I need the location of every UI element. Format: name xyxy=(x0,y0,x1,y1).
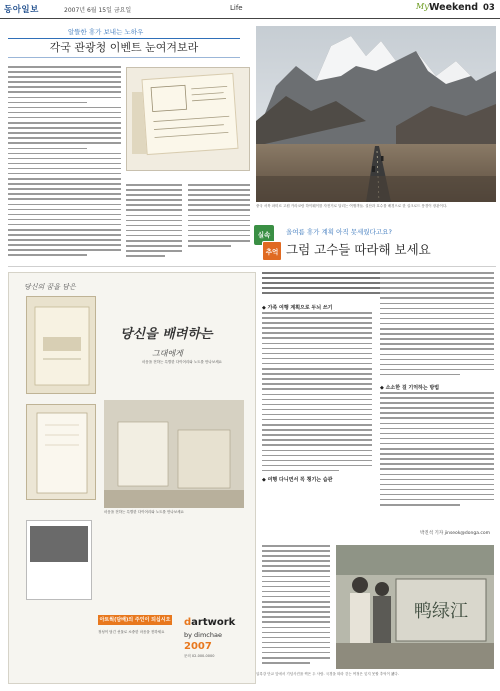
section-name: Life xyxy=(230,4,243,12)
badge-practical: 실속 xyxy=(254,225,274,245)
card-sketch-icon xyxy=(143,74,240,156)
brand-my: My xyxy=(416,2,429,11)
article-body-col-2 xyxy=(126,184,182,262)
byline[interactable]: 박진석 기자 jinseok@donga.com xyxy=(420,531,491,536)
mountain-photo-caption: 중국 서북 파미르 고원 카라코람 하이웨이를 자전거로 달리는 여행객들. 설산과 호수를 배경으로 한 실크로드 풍경이 장관이다. xyxy=(256,204,448,208)
ad-gift-text: 정성이 담긴 선물로 소중한 마음을 전하세요 xyxy=(98,630,165,634)
subhead-travel-habit: ◆ 여행 다니면서 꼭 챙기는 습관 xyxy=(262,477,333,483)
ad-subtitle: 마음을 전하는 특별한 다이어리와 노트를 만나보세요 xyxy=(142,360,222,364)
article-headline[interactable]: 각국 관광청 이벤트 눈여겨보라 xyxy=(8,38,240,58)
travelers-photo[interactable] xyxy=(336,545,494,669)
article-body-col-1 xyxy=(8,66,121,262)
feature-body-col-4 xyxy=(262,545,330,669)
newspaper-logo[interactable]: 동아일보 xyxy=(4,5,39,15)
ad-product-cover xyxy=(30,526,88,562)
ad-brand-word: artwork xyxy=(191,617,236,628)
travelers-photo-caption: 압록강 단교 앞에서 기념사진을 찍은 두 사람. 국경을 따라 걷는 여정은 잊지 못할 추억이 됐다. xyxy=(256,672,399,676)
article-kicker: 알뜰한 휴가 보내는 노하우 xyxy=(68,28,144,36)
ad-script-text: 당신의 꿈을 담은 xyxy=(24,283,76,291)
mountain-landscape-icon xyxy=(256,26,496,202)
ad-notebook-image xyxy=(26,404,96,500)
ad-footer: 문의 02-000-0000 xyxy=(184,654,215,658)
section-divider xyxy=(8,266,496,267)
desk-scene-icon xyxy=(104,400,244,508)
book-cover-icon xyxy=(27,297,97,395)
travelers-sign-icon xyxy=(336,545,494,669)
ad-handwritten-title: 당신을 배려하는 xyxy=(120,327,213,342)
masthead xyxy=(0,0,500,19)
mountain-road-photo[interactable] xyxy=(256,26,496,202)
ad-brand-sub: by dimchae xyxy=(184,631,222,639)
ad-year: 2007 xyxy=(184,641,212,652)
ad-brand-letter: d xyxy=(184,617,192,628)
notebook-icon xyxy=(27,405,97,501)
issue-date: 2007년 6월 15일 금요일 xyxy=(64,7,132,14)
photo-card xyxy=(141,73,238,155)
subhead-family-plan: ◆ 가족 여행 계획으로 두뇌 쓰기 xyxy=(262,305,333,311)
badge-memories: 추억 xyxy=(262,241,282,261)
brand-weekend: Weekend xyxy=(429,2,479,13)
feature-body-col-2 xyxy=(380,272,494,380)
ad-brand-logo[interactable] xyxy=(184,617,235,628)
section-kicker: 올여름 휴가 계획 아직 못세웠다고요? xyxy=(286,228,392,236)
feature-body-col-3 xyxy=(380,392,494,512)
page-number: 03 xyxy=(483,3,495,13)
ad-photo xyxy=(104,400,244,508)
feature-body-col-1 xyxy=(262,312,372,540)
section-headline[interactable]: 그럼 고수들 따라해 보세요 xyxy=(286,242,431,257)
ad-book-image xyxy=(26,296,96,394)
sign-text: 鸭绿江 xyxy=(414,601,468,622)
ad-gift-banner[interactable]: 아트웍(담배)의 주인이 되십시오 xyxy=(99,617,171,623)
ad-handwritten-sub: 그대에게 xyxy=(152,349,183,358)
subhead-memory-keep: ◆ 소소한 걸 기억하는 방법 xyxy=(380,385,440,391)
article-body-col-3 xyxy=(188,184,250,262)
ad-photo-caption: 마음을 전하는 특별한 다이어리와 노트를 만나보세요 xyxy=(104,510,184,514)
